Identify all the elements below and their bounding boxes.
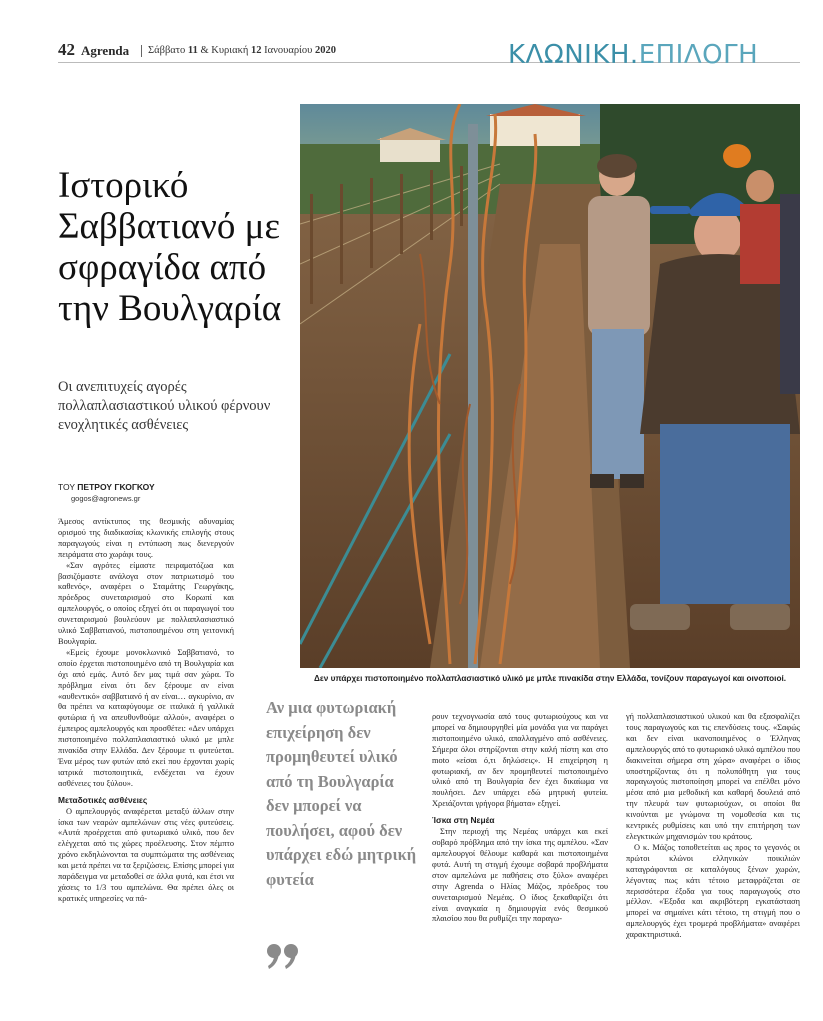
- section-thin: ΕΠΙΛΟΓΗ: [638, 40, 759, 70]
- article-title: Ιστορικό Σαββατιανό με σφραγίδα από την Βουλγαρία: [58, 165, 282, 329]
- page-number: 42: [58, 40, 75, 59]
- article-column-3: [432, 712, 608, 925]
- paragraph: Ο κ. Μάζος τοποθετείται ως προς το γεγονός οι πρώτοι κλώνοι ελληνικών ποικιλιών καταγράφονται σε καταλόγους ξένων χωρών, λέγοντας πως κάτι τέτοιο μεταφράζεται σε περισσότερα έξοδα για τους παραγωγούς στο μέλλον. «Έξοδα και ακριβότερη εγκατάσταση μπορεί να σημαίνει κάτι τέτοιο, τη στιγμή που ο αμπελουργός έχει τρομερά προβλήματα» αναφέρει χαρακτηριστικά.: [626, 842, 800, 940]
- date-day1: 11: [187, 45, 198, 56]
- photo-caption: Δεν υπάρχει πιστοποιημένο πολλαπλασιαστικό υλικό με μπλε πινακίδα στην Ελλάδα, τονίζουν παραγωγοί και οινοποιοί.: [313, 674, 787, 683]
- article-column-4: [626, 712, 800, 941]
- header-divider: [141, 45, 142, 57]
- paragraph: γή πολλαπλασιαστικού υλικού και θα εξασφαλίζει τους παραγωγούς και τις επενδύσεις τους. «Σαφώς και δεν είναι ικανοποιημένος ο Έλληνας αμπελουργός από το φυτωριακό υλικό αμπέλου που διακινείται σήμερα στη χώρα» αναφέρει ο ίδιος υποστηρίζοντας ότι η πολυπόθητη για τους παραγωγούς πιστοποίηση μπορεί να επέλθει μόνο μέσα από μια μεθοδική και καθαρή δουλειά από την πλευρά των φυτωριούχων, οι οποίοι θα κινούνται με γνώμονα τη νομοθεσία και τις κεντρικές ρυθμίσεις και υπό την επιτήρηση των ελεγκτικών μηχανισμών του κράτους.: [626, 712, 800, 841]
- paragraph: ρουν τεχνογνωσία από τους φυτωριούχους και να μπορεί να δημιουργηθεί μία μονάδα για να παράγει πιστοποιημένο υλικό, απαλλαγμένο από ασθένειες. Σήμερα όλοι στηρίζονται στην καλή πίστη και στο moto «είσαι ό,τι δηλώσεις». Η επιχείρηση η φυτωριακή, αν δεν προμηθευτεί πιστοποιημένο υλικό από τη Βουλγαρία δεν έχει δικαίωμα να πουλήσει. Δεν υπάρχει εδώ μητρική φυτεία. Χρειάζονται γρήγορα βήματα» εξηγεί.: [432, 712, 608, 809]
- date-prefix: Σάββατο: [148, 45, 186, 56]
- issue-date: [148, 45, 336, 56]
- author-email: gogos@agronews.gr: [71, 494, 141, 503]
- section-main: ΚΛΩΝΙΚΗ.: [508, 40, 639, 70]
- date-day2: 12: [251, 45, 262, 56]
- publication-name: Agrenda: [81, 43, 130, 58]
- subheading: Ίσκα στη Νεμέα: [432, 815, 495, 826]
- article-subtitle: Οι ανεπιτυχείς αγορές πολλαπλασιαστικού υλικού φέρνουν ενοχλητικές ασθένειες: [58, 379, 271, 433]
- article-column-1: [58, 517, 234, 905]
- paragraph: «Σαν αγρότες είμαστε πειραματόζωα και βασιζόμαστε ανάλογα στον πατριωτισμό του καθενός», αναφέρει ο Σταμάτης Γεωργάκης, πρόεδρος συνεταιρισμού στο Κορωπί και αμπελουργός, ο οποίος εξηγεί ότι οι παραγωγοί του συνεταιρισμού βουλεύουν με πολλαπλασιαστικό υλικό Σαββατιανού, πιστοποιημένου στη γειτονική Βουλγαρία.: [58, 560, 234, 646]
- section-title: [508, 40, 758, 70]
- article-photo: [300, 104, 800, 668]
- subheading: Μεταδοτικές ασθένειες: [58, 794, 148, 805]
- paragraph: «Εμείς έχουμε μονοκλωνικό Σαββατιανό, το οποίο έρχεται πιστοποιημένο από τη Βουλγαρία και όχι από εμάς. Αυτό δεν μας τιμά σαν χώρα. Το πρόβλημα είναι ότι δεν ξέρουμε αν είναι «αυθεντικό» σαββατιανό ή αν είναι… αγκυρίνιο, αν θα πρέπει να καταφύγουμε σε ιταλικά ή γαλλικά φυτώρια ή να απευθυνθούμε αλλού», αναφέρει ο έμπειρος αμπελουργός και προσθέτει: «Δεν υπάρχει πιστοποιημένο πολλαπλασιαστικό υλικό με μπλε πινακίδα στην Ελλάδα. Δεν ξέρουμε τι φυτεύεται. Ένα μέρος των φυτών από εκεί που έρχονται χωρίς ιατρικά πιστοποιητικά, ενδέχεται να έχουν ασθένειες του ξύλου».: [58, 647, 234, 788]
- paragraph: Στην περιοχή της Νεμέας υπάρχει και εκεί σοβαρό πρόβλημα από την ίσκα της αμπέλου. «Σαν αμπελουργοί θέλουμε καθαρά και πιστοποιημένα φυτά. Αυτή τη στιγμή έχουμε σοβαρά προβλήματα στον αμπελώνα με παθήσεις στο ξύλο» αναφέρει στην Agrenda ο Ηλίας Μάζος, πρόεδρος του συνεταιρισμού Νεμέας. Ο ίδιος ξεκαθαρίζει ότι είναι αναγκαία η δημιουργία ενός θεσμικού πλαισίου που θα ρυθμίζει την παραγω-: [432, 827, 608, 924]
- paragraph: Άμεσος αντίκτυπος της θεσμικής αδυναμίας ορισμού της διαδικασίας κλωνικής επιλογής στους παραγωγούς είναι η εντύπωση πως διενεργούν πειράματα στο χωράφι τους.: [58, 517, 234, 559]
- date-month: Ιανουαρίου: [264, 45, 313, 56]
- date-mid: & Κυριακή: [200, 45, 249, 56]
- byline-prefix: ΤΟΥ: [58, 482, 75, 492]
- date-year: 2020: [314, 45, 336, 56]
- vineyard-photo-illustration: [300, 104, 800, 668]
- closing-quote-icon: [266, 942, 300, 972]
- byline-author: ΠΕΤΡΟΥ ΓΚΟΓΚΟΥ: [77, 482, 155, 492]
- paragraph: Ο αμπελουργός αναφέρεται μεταξύ άλλων στην ίσκα των νεαρών αμπελώνων στις νέες φυτεύσεις. «Αυτά προέρχεται από φυτωριακό υλικό, που δεν ελέγχεται από τις χώρες προέλευσης. Στον πέμπτο χρόνο εκδηλώνονται τα συμπτώματα της ασθένειας και μετά πρέπει να τα ξεριζώσεις. Επίσης μπορεί για παράδειγμα να μεταδοθεί σε άλλα φυτά, και έτσι να χάσεις το 1/3 του αμπελώνα. Θα πρέπει όλες οι κρατικές υπηρεσίες να πά-: [58, 806, 234, 903]
- byline: [58, 482, 155, 492]
- pull-quote: Αν μια φυτωριακή επιχείρηση δεν προμηθευτεί υλικό από τη Βουλγαρία δεν μπορεί να πουλήσει, αφού δεν υπάρχει εδώ μητρική φυτεία: [266, 698, 417, 889]
